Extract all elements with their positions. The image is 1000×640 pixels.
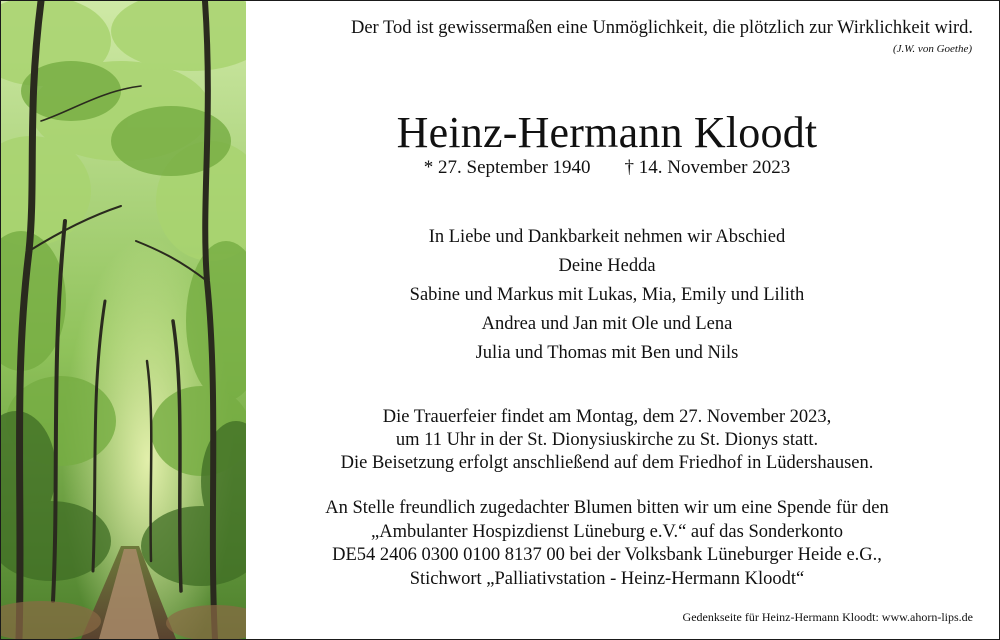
mourner-line: Deine Hedda xyxy=(558,256,656,276)
birth-date: * 27. September 1940 xyxy=(423,157,591,178)
donation-line: An Stelle freundlich zugedachter Blumen bitten wir um eine Spende für den xyxy=(325,498,889,518)
ceremony-info xyxy=(247,406,967,475)
ceremony-line: um 11 Uhr in der St. Dionysiuskirche zu St. Dionys statt. xyxy=(395,430,819,450)
life-dates xyxy=(247,157,967,179)
death-date: † 14. November 2023 xyxy=(624,157,791,178)
farewell-intro: In Liebe und Dankbarkeit nehmen wir Abschied xyxy=(428,227,786,247)
mourner-line: Andrea und Jan mit Ole und Lena xyxy=(481,314,733,334)
forest-path-photo xyxy=(1,1,246,639)
donation-line: DE54 2406 0300 0100 8137 00 bei der Volksbank Lüneburger Heide e.G., xyxy=(332,545,882,565)
quote-author: (J.W. von Goethe) xyxy=(892,43,972,55)
goethe-quote: Der Tod ist gewissermaßen eine Unmöglichkeit, die plötzlich zur Wirklichkeit wird. xyxy=(350,18,973,38)
mourners-block xyxy=(247,223,967,368)
forest-path-illustration xyxy=(1,1,246,639)
deceased-name: Heinz-Hermann Kloodt xyxy=(396,108,818,157)
mourner-line: Julia und Thomas mit Ben und Nils xyxy=(475,343,739,363)
donation-info xyxy=(247,497,967,591)
mourner-line: Sabine und Markus mit Lukas, Mia, Emily und Lilith xyxy=(409,285,805,305)
memorial-page-link[interactable]: Gedenkseite für Heinz-Hermann Kloodt: www.ahorn-lips.de xyxy=(682,610,973,624)
ceremony-line: Die Trauerfeier findet am Montag, dem 27. November 2023, xyxy=(382,407,832,427)
donation-line: Stichwort „Palliativstation - Heinz-Hermann Kloodt“ xyxy=(409,568,805,589)
ceremony-line: Die Beisetzung erfolgt anschließend auf dem Friedhof in Lüdershausen. xyxy=(340,453,874,473)
notice-content xyxy=(247,1,999,639)
donation-line: „Ambulanter Hospizdienst Lüneburg e.V.“ auf das Sonderkonto xyxy=(371,521,843,542)
